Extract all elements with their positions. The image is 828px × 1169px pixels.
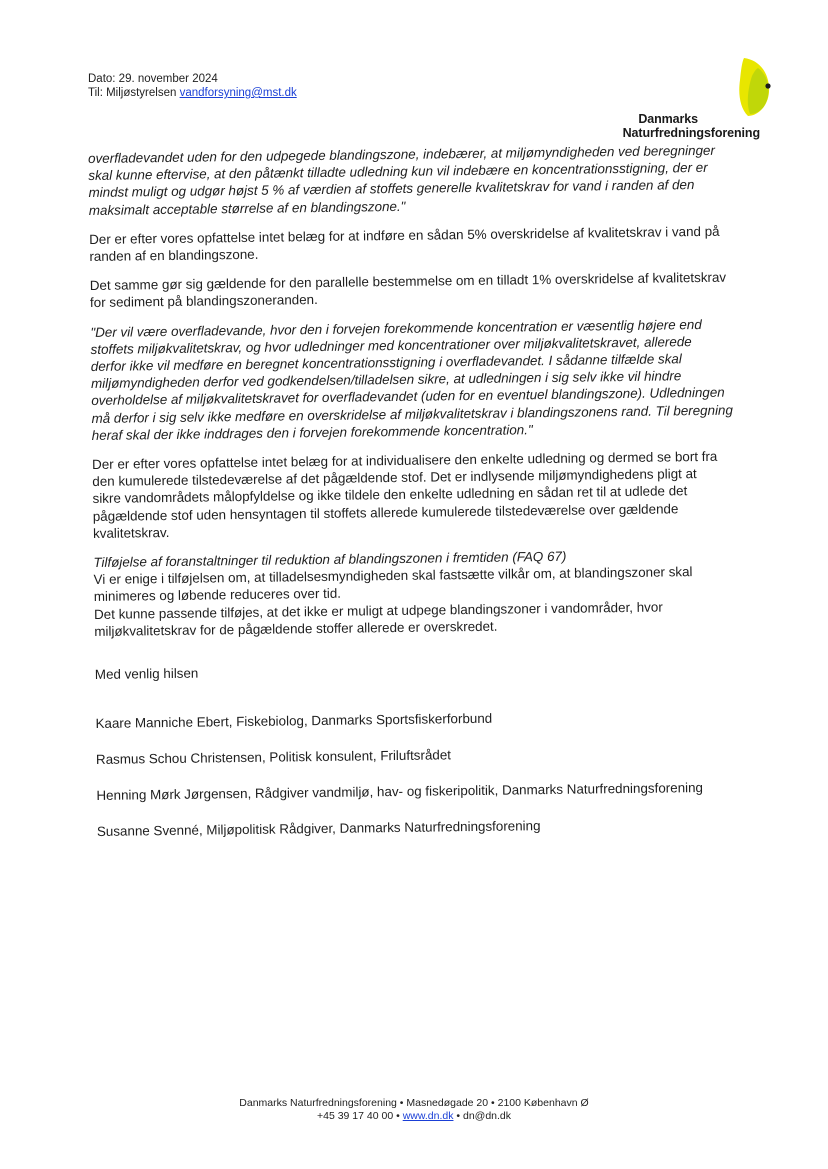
signatory: Henning Mørk Jørgensen, Rådgiver vandmiljø, hav- og fiskeripolitik, Danmarks Naturfredningsforening <box>96 779 704 803</box>
text-line: overholdelse af miljøkvalitetskravet for overfladevandet (uden for en eventuel blandingszone). Udledningen <box>91 385 725 409</box>
footer-contact <box>0 1110 828 1123</box>
text-line: Det samme gør sig gældende for den parallelle bestemmelse om en tilladt 1% overskridelse af kvalitetskrav <box>89 269 727 294</box>
text-line: overfladevandet uden for den udpegede blandingszone, indebærer, at miljømyndigheden ved beregninger <box>88 142 715 166</box>
text-line: må derfor i sig selv ikke medføre en overskridelse af miljøkvalitetskrav i blandingszonens rand. Til beregning <box>91 402 733 426</box>
footer-address: Danmarks Naturfredningsforening • Masnedøgade 20 • 2100 København Ø <box>239 1097 589 1109</box>
text-line: maksimalt acceptable størrelse af en blandingszone." <box>88 198 406 218</box>
letter-date: Dato: 29. november 2024 <box>88 73 218 85</box>
recipient-email-link[interactable]: vandforsyning@mst.dk <box>179 87 297 99</box>
logo-wordmark <box>609 112 760 140</box>
dn-logo <box>612 56 772 140</box>
text-line: "Der vil være overfladevande, hvor den i forvejen forekommende koncentration er væsentlig højere end <box>90 316 702 340</box>
text-line: Det kunne passende tilføjes, at det ikke er muligt at udpege blandingszoner i vandområder, hvor <box>93 599 663 622</box>
recipient-name: Til: Miljøstyrelsen <box>88 87 177 99</box>
text-line: for sediment på blandingszoneranden. <box>89 292 318 311</box>
paragraph-4 <box>93 545 746 640</box>
footer-website-link[interactable]: www.dn.dk <box>402 1110 454 1122</box>
text-line: heraf skal der ikke inddrages den i forvejen forekommende koncentration." <box>91 422 533 443</box>
text-line: miljømyndigheden derfor ved godkendelsen/tilladelsen sikre, at udledningen i sig selv ikke vil hindre <box>90 368 682 392</box>
text-line: mindst muligt og udgør højst 5 % af værdien af stoffets generelle kvalitetskrav for vand i randen af den <box>88 177 695 201</box>
letter-header <box>88 72 297 100</box>
text-line: Der er efter vores opfattelse intet belæg for at individualisere den enkelte udledning og dermed se bort fra <box>92 448 718 473</box>
text-line: den kumulerede tilstedeværelse af det pågældende stof. Det er indlysende miljømyndighedens pligt at <box>92 466 697 490</box>
quote-paragraph-2 <box>90 315 744 444</box>
text-line: Vi er enige i tilføjelsen om, at tilladelsesmyndigheden skal fastsætte vilkår om, at blandingszoner skal <box>93 564 693 588</box>
logo-line-1: Danmarks <box>638 112 698 126</box>
text-line: sikre vandområdets målopfyldelse og ikke tildele den enkelte udledning en sådan ret til at udlede det <box>92 483 688 507</box>
text-line: minimeres og løbende reduceres over tid. <box>93 586 342 605</box>
logo-line-2: Naturfredningsforening <box>622 126 760 140</box>
text-line: kvalitetskrav. <box>92 524 170 541</box>
letter-recipient <box>88 86 297 100</box>
text-line: stoffets miljøkvalitetskrav, og hvor udledninger med koncentrationer over miljøkvalitetskravet, allerede <box>90 333 692 357</box>
text-line: skal kunne eftervise, at den påtænkt tilladte udledning kun vil indebære en koncentrationsstigning, der er <box>88 160 708 184</box>
text-line: miljøkvalitetskrav for de pågældende stoffer allerede er overskredet. <box>94 618 498 639</box>
text-line: derfor ikke vil medføre en beregnet koncentrationsstigning i overfladevandet. I sådanne tilfælde skal <box>90 351 682 375</box>
paragraph-2 <box>90 269 742 312</box>
section-heading: Tilføjelse af foranstaltninger til reduktion af blandingszonen i fremtiden (FAQ 67) <box>93 548 567 571</box>
signatory: Rasmus Schou Christensen, Politisk konsulent, Friluftsrådet <box>95 747 452 768</box>
paragraph-1 <box>89 222 741 265</box>
letter-body <box>88 141 749 858</box>
quote-paragraph-1 <box>88 141 741 218</box>
text-line: Der er efter vores opfattelse intet belæg for at indføre en sådan 5% overskridelse af kvalitetskrav i vand på <box>89 223 720 247</box>
footer-email: • dn@dn.dk <box>456 1110 512 1122</box>
footer-phone: +45 39 17 40 00 • <box>316 1110 400 1122</box>
text-line: pågældende stof uden hensyntagen til stoffets allerede kumulerede tilstedeværelse over gældende <box>92 500 679 524</box>
dn-leaf-icon <box>736 56 774 118</box>
signatory: Susanne Svenné, Miljøpolitisk Rådgiver, Danmarks Naturfredningsforening <box>96 817 541 839</box>
closing-salutation: Med venlig hilsen <box>94 665 199 683</box>
letter-footer <box>0 1097 828 1123</box>
signatory: Kaare Manniche Ebert, Fiskebiolog, Danmarks Sportsfiskerforbund <box>95 711 493 732</box>
text-line: randen af en blandingszone. <box>89 246 259 265</box>
paragraph-3 <box>92 447 745 542</box>
